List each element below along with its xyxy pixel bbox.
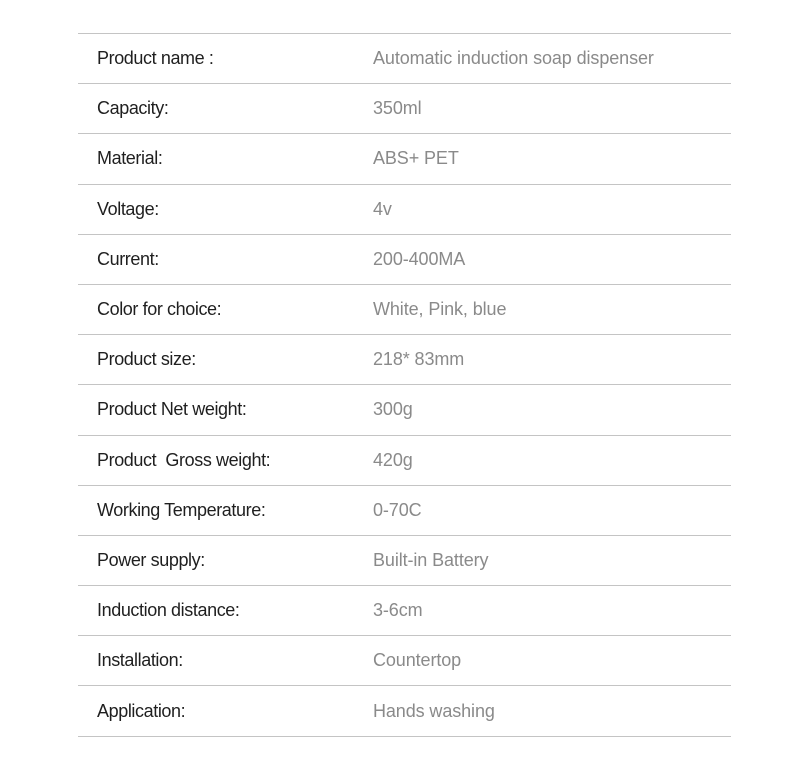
spec-label: Current: [97, 248, 159, 269]
spec-row-gross-weight [78, 436, 731, 486]
spec-row-current [78, 235, 731, 285]
spec-value: Hands washing [373, 700, 495, 721]
spec-value: 0-70C [373, 499, 422, 520]
spec-label: Product name : [97, 48, 214, 69]
spec-label: Application: [97, 700, 186, 721]
spec-value: 3-6cm [373, 600, 423, 621]
spec-row-net-weight [78, 385, 731, 435]
spec-label: Induction distance: [97, 600, 240, 621]
spec-label: Material: [97, 148, 163, 169]
spec-row-induction-distance [78, 586, 731, 636]
spec-label: Installation: [97, 650, 183, 671]
spec-row-product-name [78, 34, 731, 84]
spec-label: Working Temperature: [97, 499, 266, 520]
spec-value: 350ml [373, 98, 422, 119]
spec-value: 300g [373, 399, 413, 420]
spec-value: 218* 83mm [373, 349, 465, 370]
spec-row-working-temperature [78, 486, 731, 536]
spec-value: 420g [373, 449, 413, 470]
spec-row-color [78, 285, 731, 335]
spec-row-voltage [78, 185, 731, 235]
spec-row-power-supply [78, 536, 731, 586]
spec-value: Built-in Battery [373, 549, 489, 570]
spec-row-material [78, 134, 731, 184]
spec-label: Voltage: [97, 198, 159, 219]
spec-value: 200-400MA [373, 248, 466, 269]
spec-value: Countertop [373, 650, 462, 671]
spec-row-installation [78, 636, 731, 686]
spec-label: Product size: [97, 349, 196, 370]
spec-value: ABS+ PET [373, 148, 459, 169]
spec-label: Product Net weight: [97, 399, 247, 420]
spec-value: 4v [373, 198, 392, 219]
spec-row-application [78, 686, 731, 736]
spec-label: Capacity: [97, 98, 169, 119]
spec-value: Automatic induction soap dispenser [373, 48, 654, 69]
spec-value: White, Pink, blue [373, 299, 507, 320]
spec-row-capacity [78, 84, 731, 134]
spec-row-product-size [78, 335, 731, 385]
spec-label: Power supply: [97, 549, 205, 570]
spec-table [78, 33, 731, 737]
spec-label: Product Gross weight: [97, 449, 271, 470]
spec-label: Color for choice: [97, 299, 222, 320]
